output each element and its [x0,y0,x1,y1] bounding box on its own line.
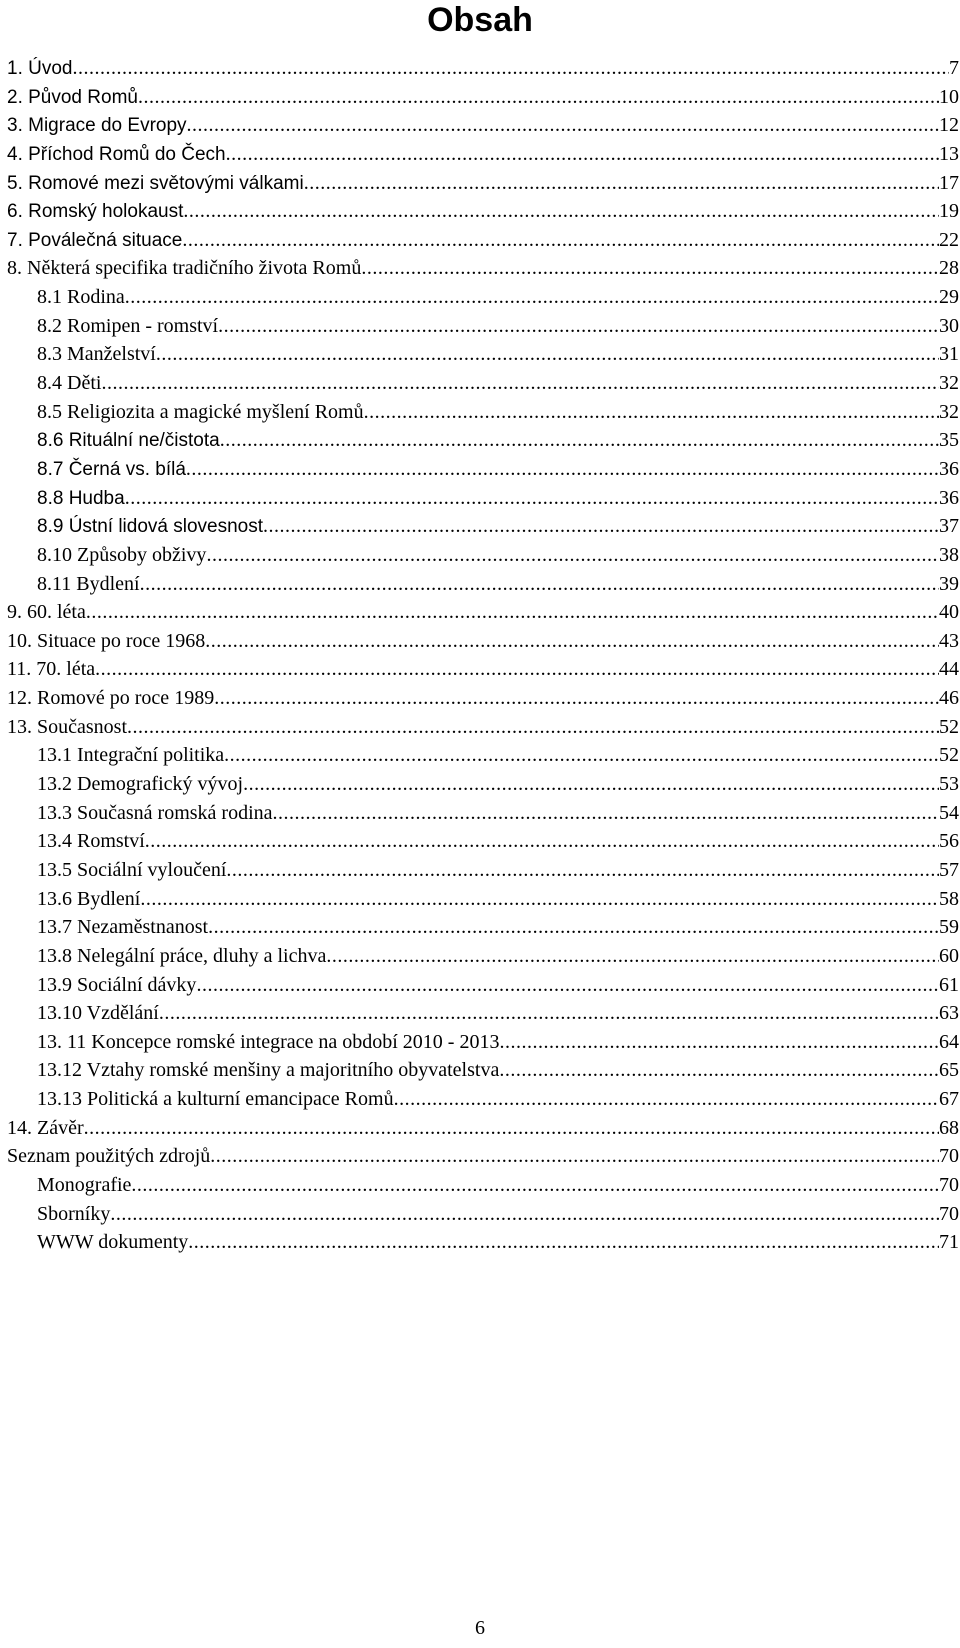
toc-entry-page: 52 [939,715,959,738]
toc-entry-page: 43 [939,629,959,652]
toc-entry-page: 36 [939,486,959,509]
toc-entry-title: 5. Romové mezi světovými válkami [7,172,304,194]
toc-entry-title: 8.7 Černá vs. bílá [37,458,186,480]
toc-dot-leader [224,741,939,770]
toc-entry-title: 6. Romský holokaust [7,201,184,223]
toc-entry[interactable] [7,913,959,942]
toc-dot-leader [243,770,939,799]
toc-entry-title: 3. Migrace do Evropy [7,115,187,137]
toc-entry-title: 13.7 Nezaměstnanost [37,916,209,939]
toc-entry-title: 13.4 Romství [37,830,145,853]
toc-dot-leader [208,913,939,942]
toc-entry-title: 8.6 Rituální ne/čistota [37,430,220,452]
toc-dot-leader [110,1200,939,1229]
toc-entry-title: 4. Příchod Romů do Čech [7,143,226,165]
toc-entry-title: 13.3 Současná romská rodina [37,801,273,824]
toc-entry[interactable] [7,885,959,914]
toc-entry-page: 30 [939,314,959,337]
toc-entry[interactable] [7,1171,959,1200]
toc-entry-page: 71 [939,1231,959,1254]
toc-entry-title: 11. 70. léta [7,658,96,681]
toc-entry-title: 13.10 Vzdělání [37,1002,159,1025]
toc-dot-leader [218,312,939,341]
toc-entry-title: 13.12 Vztahy romské menšiny a majoritního obyvatelstva [37,1059,500,1082]
toc-entry-page: 63 [939,1002,959,1025]
toc-entry-title: 8. Některá specifika tradičního života Romů [7,257,362,280]
toc-entry[interactable] [7,512,959,541]
toc-entry[interactable] [7,140,959,169]
toc-dot-leader [273,799,939,828]
toc-dot-leader [145,827,939,856]
toc-entry-title: 10. Situace po roce 1968 [7,629,206,652]
toc-entry-page: 37 [939,515,959,538]
toc-entry[interactable] [7,398,959,427]
toc-dot-leader [101,369,939,398]
toc-entry-page: 67 [939,1088,959,1111]
page-number: 6 [475,1617,485,1639]
toc-entry-title: 8.9 Ústní lidová slovesnost [37,516,264,538]
toc-entry-title: 12. Romové po roce 1989 [7,687,215,710]
toc-entry-page: 31 [939,343,959,366]
toc-entry-title: 1. Úvod [7,58,73,79]
toc-entry-page: 65 [939,1059,959,1082]
toc-entry-title: WWW dokumenty [37,1231,189,1254]
toc-entry-page: 64 [939,1030,959,1053]
toc-entry-page: 59 [939,916,959,939]
toc-dot-leader [304,169,939,198]
toc-entry-page: 68 [939,1116,959,1139]
toc-entry-title: 13.9 Sociální dávky [37,973,197,996]
toc-entry-page: 57 [939,858,959,881]
toc-entry-page: 46 [939,687,959,710]
toc-entry[interactable] [7,83,959,112]
toc-dot-leader [196,971,939,1000]
toc-dot-leader [127,713,939,742]
toc-entry[interactable] [7,1114,959,1143]
toc-entry-title: 13.5 Sociální vyloučení [37,858,227,881]
toc-entry-page: 61 [939,973,959,996]
toc-dot-leader [86,598,939,627]
toc-entry[interactable] [7,426,959,455]
toc-dot-leader [210,1142,939,1171]
toc-entry[interactable] [7,54,959,83]
toc-dot-leader [226,140,939,169]
toc-entry-title: 13. Současnost [7,715,127,738]
toc-dot-leader [499,1056,939,1085]
toc-entry-page: 22 [939,228,959,251]
table-of-contents [7,54,959,1257]
toc-entry-title: 8.2 Romipen - romství [37,314,219,337]
toc-entry-page: 70 [939,1173,959,1196]
toc-entry[interactable] [7,111,959,140]
toc-entry-title: 2. Původ Romů [7,86,138,108]
toc-entry[interactable] [7,684,959,713]
toc-dot-leader [214,684,939,713]
toc-dot-leader [95,655,939,684]
toc-entry-page: 53 [939,773,959,796]
toc-entry-page: 10 [939,85,959,108]
toc-dot-leader [125,283,939,312]
toc-entry-title: 8.3 Manželství [37,343,156,366]
toc-entry[interactable] [7,340,959,369]
toc-dot-leader [187,111,939,140]
toc-entry[interactable] [7,1028,959,1057]
toc-entry[interactable] [7,312,959,341]
toc-entry[interactable] [7,1085,959,1114]
toc-entry[interactable] [7,369,959,398]
toc-entry-page: 32 [939,400,959,423]
toc-entry[interactable] [7,999,959,1028]
page-title: Obsah [427,1,533,39]
toc-dot-leader [263,512,939,541]
toc-entry-page: 36 [939,457,959,480]
toc-entry-page: 60 [939,944,959,967]
toc-entry[interactable] [7,856,959,885]
toc-entry-title: 8.10 Způsoby obživy [37,543,207,566]
toc-dot-leader [205,627,939,656]
toc-dot-leader [326,942,939,971]
toc-dot-leader [183,197,939,226]
toc-dot-leader [84,1114,939,1143]
toc-dot-leader [140,885,939,914]
toc-entry[interactable] [7,1142,959,1171]
toc-entry-title: 13.13 Politická a kulturní emancipace Romů [37,1088,394,1111]
toc-entry-title: 13.6 Bydlení [37,887,141,910]
toc-dot-leader [394,1085,939,1114]
toc-entry-title: 7. Poválečná situace [7,229,183,251]
toc-dot-leader [131,1171,939,1200]
toc-entry-title: 13.1 Integrační politika [37,744,225,767]
toc-entry-page: 32 [939,372,959,395]
toc-entry-page: 7 [949,57,959,79]
toc-entry[interactable] [7,570,959,599]
toc-dot-leader [125,484,939,513]
toc-entry-title: Seznam použitých zdrojů [7,1145,211,1168]
toc-entry-title: 8.5 Religiozita a magické myšlení Romů [37,400,364,423]
toc-entry-page: 29 [939,286,959,309]
toc-dot-leader [361,254,939,283]
toc-entry-title: 8.1 Rodina [37,286,125,309]
toc-entry[interactable] [7,1056,959,1085]
toc-entry[interactable] [7,627,959,656]
toc-dot-leader [186,455,939,484]
toc-entry[interactable] [7,827,959,856]
toc-entry[interactable] [7,197,959,226]
toc-entry-page: 12 [939,114,959,137]
toc-entry-title: 13.2 Demografický vývoj [37,773,244,796]
toc-entry[interactable] [7,1228,959,1257]
toc-entry-title: 14. Závěr [7,1116,84,1139]
toc-entry[interactable] [7,741,959,770]
toc-dot-leader [156,340,939,369]
toc-entry[interactable] [7,484,959,513]
toc-entry[interactable] [7,799,959,828]
toc-dot-leader [140,570,939,599]
toc-dot-leader [138,83,939,112]
toc-dot-leader [364,398,939,427]
toc-entry-title: 13. 11 Koncepce romské integrace na období 2010 - 2013 [37,1030,500,1053]
toc-entry-page: 35 [939,429,959,452]
toc-entry[interactable] [7,455,959,484]
toc-entry[interactable] [7,226,959,255]
toc-entry-title: 8.4 Děti [37,372,102,395]
toc-entry[interactable] [7,655,959,684]
toc-dot-leader [188,1228,939,1257]
toc-dot-leader [182,226,939,255]
toc-dot-leader [159,999,939,1028]
toc-dot-leader [499,1028,939,1057]
toc-entry-title: 8.8 Hudba [37,487,125,509]
toc-entry-title: Monografie [37,1173,132,1196]
toc-entry-page: 19 [939,200,959,223]
toc-entry-page: 13 [939,142,959,165]
toc-entry[interactable] [7,254,959,283]
toc-entry[interactable] [7,770,959,799]
toc-entry-page: 52 [939,744,959,767]
toc-entry-title: Sborníky [37,1202,111,1225]
toc-dot-leader [206,541,939,570]
toc-entry[interactable] [7,942,959,971]
toc-entry-page: 58 [939,887,959,910]
toc-entry-page: 54 [939,801,959,824]
toc-entry[interactable] [7,971,959,1000]
toc-entry-page: 70 [939,1202,959,1225]
toc-entry[interactable] [7,1200,959,1229]
toc-entry-page: 17 [939,171,959,194]
toc-entry[interactable] [7,713,959,742]
toc-entry-page: 56 [939,830,959,853]
toc-dot-leader [226,856,939,885]
toc-entry-title: 9. 60. léta [7,601,86,624]
toc-dot-leader [72,54,949,83]
toc-entry-page: 38 [939,543,959,566]
toc-entry-page: 39 [939,572,959,595]
toc-dot-leader [220,426,939,455]
toc-entry[interactable] [7,283,959,312]
toc-entry-title: 8.11 Bydlení [37,572,140,595]
toc-entry-title: 13.8 Nelegální práce, dluhy a lichva [37,944,327,967]
toc-entry[interactable] [7,169,959,198]
toc-entry-page: 40 [939,601,959,624]
toc-entry-page: 28 [939,257,959,280]
toc-entry-page: 44 [939,658,959,681]
toc-entry[interactable] [7,541,959,570]
toc-entry-page: 70 [939,1145,959,1168]
toc-entry[interactable] [7,598,959,627]
